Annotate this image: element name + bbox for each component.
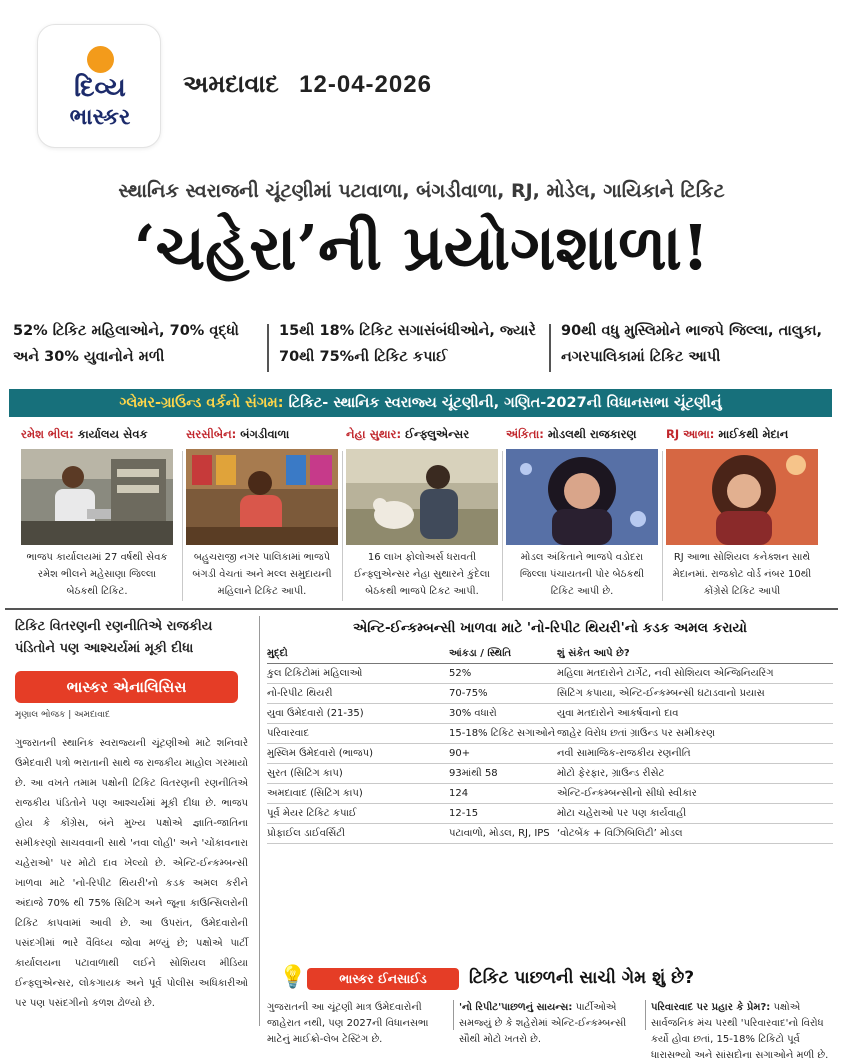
section-divider <box>5 608 838 610</box>
profile-name: નેહા સુથાર: <box>346 427 402 441</box>
table-cell: નો-રિપીટ થિયરી <box>267 688 333 699</box>
influencer-image <box>346 449 498 545</box>
insight-column-1 <box>267 1000 447 1045</box>
table-header-cell: મુદ્દો <box>267 648 288 659</box>
profile-caption: RJ આભા સોશિયલ કનેક્શન સાથે મેદાનમાં. રાજકોટ વોર્ડ નંબર 10થી કોંગ્રેસે ટિકિટ આપી <box>672 552 812 597</box>
divya-bhaskar-logo[interactable] <box>37 24 161 148</box>
profile-caption: બહુચરાજી નગર પાલિકામાં ભાજપે બંગડી વેચતાં અને મલ્લ સમુદાયની મહિલાને ટિકિટ આપી. <box>192 552 332 597</box>
insight-column-2 <box>459 1000 639 1045</box>
profile-caption: 16 લાખ ફોલોઅર્સ ધરાવતી ઈન્ફ્લુએન્સર નેહા સુથારને કુંદેલા બેઠકથી ભાજપે ટિકટ આપી. <box>354 552 490 597</box>
table-row <box>267 664 833 684</box>
insight-header <box>267 964 833 992</box>
table-cell: 30% વધારો <box>449 708 497 719</box>
table-row <box>267 784 833 804</box>
profile-caption: મોડલ અંકિતાને ભાજપે વડોદરા જિલ્લા પંચાયતની પોર બેઠકથી ટિકિટ આપી છે. <box>519 552 645 597</box>
masthead <box>0 0 845 162</box>
table-cell: સુરત (સિટિંગ કાપ) <box>267 768 343 779</box>
table-cell: મહિલા મતદારોને ટાર્ગેટ, નવી સોશિયલ એન્જિનિયરિંગ <box>557 668 774 679</box>
profile-card-ankita <box>506 423 658 603</box>
table-cell: યુવા ઉમેદવારો (21-35) <box>267 708 364 719</box>
insight-col2-text: પાર્ટીઓએ સમજ્યું છે કે શહેરોમાં એન્ટિ-ઈન્કમ્બન્સી સૌથી મોટો ખતરો છે. <box>459 1002 627 1045</box>
banner-lead: ગ્લેમર-ગ્રાઉન્ડ વર્કનો સંગમ: <box>119 395 284 411</box>
stat-muslims: 90થી વધુ મુસ્લિમોને ભાજપે જિલ્લા, તાલુકા, નગરપાલિકામાં ટિકિટ આપી <box>561 323 822 365</box>
table-cell: જાહેર વિરોધ છતાં ગ્રાઉન્ડ પર સમીકરણ <box>557 728 715 739</box>
office-worker-image <box>21 449 173 545</box>
table-row <box>267 764 833 784</box>
stats-strip <box>5 318 838 378</box>
profile-photo <box>506 449 658 545</box>
table-cell: મોટા ચહેરાઓ પર પણ કાર્યવાહી <box>557 808 687 819</box>
table-cell: સિટિંગ કપાયા, એન્ટિ-ઈન્કમ્બન્સી ઘટાડવાનો પ્રયાસ <box>557 688 765 699</box>
profile-role: કાર્યાલય સેવક <box>73 427 148 441</box>
table-header-row <box>267 644 833 664</box>
profile-name: રમેશ ભીલ: <box>21 427 74 441</box>
stat-relatives: 15થી 18% ટિકિટ સગાસંબંધીઓને, જ્યારે 70થી 75%ની ટિકિટ કપાઈ <box>279 323 536 365</box>
profile-name: અંકિતા: <box>506 427 544 441</box>
column-divider <box>645 1000 646 1030</box>
no-repeat-table <box>267 644 833 844</box>
column-divider <box>453 1000 454 1030</box>
table-cell: પ્રોફાઈલ ડાઈવર્સિટી <box>267 828 345 839</box>
banner-text: ટિકિટ- સ્થાનિક સ્વરાજ્ય ચૂંટણીની, ગણિત-2027ની વિધાનસભા ચૂંટણીનું <box>283 395 722 411</box>
column-divider <box>502 451 503 601</box>
profile-label <box>186 427 338 442</box>
profile-role: માઈકથી મેદાન <box>714 427 789 441</box>
profile-photo <box>186 449 338 545</box>
radio-jockey-image <box>666 449 818 545</box>
table-cell: 124 <box>449 788 469 799</box>
headline-kicker: સ્થાનિક સ્વરાજની ચૂંટણીમાં પટાવાળા, બંગડીવાળા, RJ, મોડેલ, ગાયિકાને ટિકિટ <box>118 180 725 202</box>
table-cell: પૂર્વ મેયર ટિકિટ કપાઈ <box>267 808 357 819</box>
logo-text-line2: ભાસ્કર <box>69 105 131 130</box>
table-cell: કુલ ટિકિટોમાં મહિલાઓ <box>267 668 363 679</box>
profile-photo <box>21 449 173 545</box>
table-cell: 70-75% <box>449 688 488 699</box>
profile-role: બંગડીવાળા <box>236 427 290 441</box>
insight-column-3 <box>651 1000 833 1061</box>
table-cell: એન્ટિ-ઈન્કમ્બન્સીનો સીધો સ્વીકાર <box>557 788 697 799</box>
insight-title: ટિકિટ પાછળની સાચી ગેમ શું છે? <box>469 968 695 988</box>
insight-col3-text: પક્ષોએ સાર્વજનિક મંચ પરથી 'પરિવારવાદ'નો વિરોધ કર્યો હોવા છતાં, 15-18% ટિકિટો પૂર્વ ધારાસભ્યો અને સાંસદોના સગાઓને મળી છે. <box>651 1002 829 1061</box>
section-banner <box>9 389 832 417</box>
sun-icon <box>87 46 114 73</box>
profile-caption: ભાજપ કાર્યાલયમાં 27 વર્ષથી સેવક રમેશ ભીલને મહેસાણા જિલ્લા બેઠકથી ટિકિટ. <box>26 552 168 597</box>
profile-role: ઈન્ફ્લુએન્સર <box>401 427 470 441</box>
newspaper-page <box>5 168 838 1061</box>
table-row <box>267 804 833 824</box>
table-row <box>267 704 833 724</box>
analysis-byline: મૃણાલ ભોજક | અમદાવાદ <box>15 710 111 720</box>
profile-card-abha <box>666 423 818 603</box>
stat-divider <box>267 324 269 372</box>
bhaskar-analysis-tag: ભાસ્કર એનાલિસિસ <box>15 671 238 703</box>
column-divider <box>259 616 260 1026</box>
table-row <box>267 684 833 704</box>
analysis-body: ગુજરાતની સ્થાનિક સ્વરાજ્યની ચૂંટણીઓ માટે શનિવારે ઉમેદવારી પત્રો ભરાતાની સાથે જ રાજકીય માહોલ ગરમાયો છે. આ વખતે તમામ પક્ષોની ટિકિટ વિતરણની રણનીતિએ રાજકીય પંડિતોને પણ આશ્ચર્યમાં મૂકી દીધા છે. ભાજપ હોય કે કોંગ્રેસ, બંને મુખ્ય પક્ષોએ જ્ઞાતિ-જાતિના સમીકરણો સાચવવાની સાથે 'નવા લોહી' અને 'ચોંકાવનારા ચહેરાઓ' પર મોટો દાવ ખેલ્યો છે. એન્ટિ-ઈન્કમ્બન્સી ખાળવા માટે 'નો-રિપીટ થિયરી'નો કડક અમલ કરીને અંદાજે 70% થી 75% સિટિંગ અને જૂના કાઉન્સિલરોની ટિકિટ કાપવામાં આવી છે. આ ઉપરાંત, ઉમેદવારોની પસંદગીમાં ભારે વૈવિધ્ય જોવા મળ્યું છે; પક્ષોએ પાર્ટી કાર્યાલયના પટાવાળાથી લઈને સોશિયલ મીડિયા ઈન્ફ્લુએન્સર, લોકગાયક અને પૂર્વ પોલીસ અધિકારીઓ પર પણ પસંદગીનો કળશ ઢોળ્યો છે. <box>15 738 248 1009</box>
column-divider <box>182 451 183 601</box>
profile-card-neha <box>346 423 498 603</box>
table-row <box>267 744 833 764</box>
edition-info <box>183 70 432 99</box>
table-title: એન્ટિ-ઈન્કમ્બન્સી ખાળવા માટે 'નો-રિપીટ થિયરી'નો કડક અમલ કરાયો <box>353 620 747 636</box>
table-row <box>267 724 833 744</box>
table-cell: નવી સામાજિક-રાજકીય રણનીતિ <box>557 748 691 759</box>
table-cell: યુવા મતદારોને આકર્ષવાનો દાવ <box>557 708 679 719</box>
candidate-photo-row <box>5 423 838 603</box>
table-row <box>267 824 833 844</box>
profile-photo <box>666 449 818 545</box>
analysis-heading: ટિકિટ વિતરણની રણનીતિએ રાજકીય પંડિતોને પણ આશ્ચર્યમાં મૂકી દીધા <box>15 619 213 656</box>
profile-label <box>21 427 173 442</box>
table-cell: અમદાવાદ (સિટિંગ કાપ) <box>267 788 363 799</box>
profile-card-sarsiben <box>186 423 338 603</box>
table-cell: ‘વોટબેંક + વિઝિબિલિટી’ મોડલ <box>557 828 683 839</box>
column-divider <box>342 451 343 601</box>
bhaskar-insight-tag: ભાસ્કર ઈનસાઈડ <box>307 968 459 990</box>
table-cell: મોટો ફેરફાર, ગ્રાઉન્ડ રીસેટ <box>557 768 665 779</box>
profile-card-ramesh <box>21 423 173 603</box>
logo-text-line1: દિવ્ય <box>74 73 126 103</box>
table-cell: 90+ <box>449 748 471 759</box>
table-cell: પટાવાળો, મોડલ, RJ, IPS <box>449 828 550 839</box>
profile-photo <box>346 449 498 545</box>
insight-col1-text: ગુજરાતની આ ચૂંટણી માત્ર ઉમેદવારોની જાહેરાત નથી, પણ 2027ની વિધાનસભા માટેનું માઈક્રો-લેબ ટેસ્ટિંગ છે. <box>267 1002 429 1045</box>
table-cell: 15-18% ટિકિટ સગાઓને <box>449 728 556 739</box>
edition-date: 12-04-2026 <box>299 71 432 98</box>
profile-name: RJ આભા: <box>666 427 715 441</box>
table-cell: પરિવારવાદ <box>267 728 310 739</box>
table-cell: 93માંથી 58 <box>449 768 498 779</box>
column-divider <box>662 451 663 601</box>
lightbulb-icon: 💡 <box>279 965 307 990</box>
analysis-column <box>5 616 255 1020</box>
table-cell: 12-15 <box>449 808 479 819</box>
edition-city: અમદાવાદ <box>183 70 279 98</box>
model-image <box>506 449 658 545</box>
profile-label <box>506 427 658 442</box>
insight-col2-lead: 'નો રિપીટ'પાછળનું સાયન્સ: <box>459 1002 573 1013</box>
table-header-cell: શું સંકેત આપે છે? <box>557 648 630 659</box>
bangle-seller-image <box>186 449 338 545</box>
table-cell: 52% <box>449 668 472 679</box>
profile-role: મોડલથી રાજકારણ <box>543 427 637 441</box>
insight-col3-lead: પરિવારવાદ પર પ્રહાર કે પ્રેમ?: <box>651 1002 771 1013</box>
profile-label <box>666 427 818 442</box>
stat-women: 52% ટિકિટ મહિલાઓને, 70% વૃદ્ધો અને 30% યુવાનોને મળી <box>13 323 239 365</box>
main-headline: ‘ચહેરા’ની પ્રયોગશાળા! <box>133 211 710 284</box>
table-header-cell: આંકડા / સ્થિતિ <box>449 648 512 659</box>
profile-label <box>346 427 498 442</box>
stat-divider <box>549 324 551 372</box>
table-cell: મુસ્લિમ ઉમેદવારો (ભાજપ) <box>267 748 374 759</box>
profile-name: સરસીબેન: <box>186 427 237 441</box>
